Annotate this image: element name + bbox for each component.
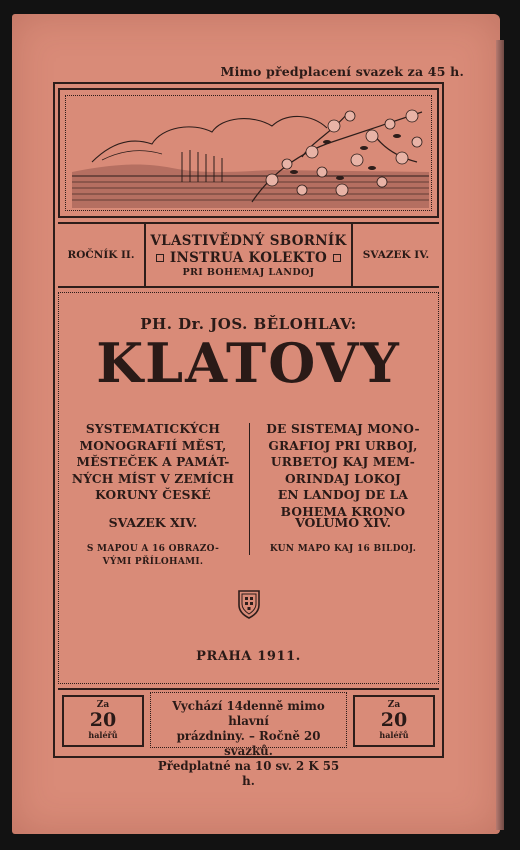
price-box-left: Za 20 haléřů [62, 695, 144, 747]
volume-label: SVAZEK IV. [351, 224, 439, 286]
series-line-3: PRI BOHEMAJ LANDOJ [182, 266, 315, 278]
top-price-note: Mimo předplacení svazek za 45 h. [220, 64, 464, 79]
main-content-box [58, 292, 439, 684]
illustration-box [58, 88, 439, 218]
esperanto-description: DE SISTEMAJ MONO- GRAFIOJ PRI URBOJ, URBETOJ KAJ MEM- ORINDAJ LOKOJ EN LANDOJ DE LA BOHEMA KRONO [266, 422, 420, 519]
coat-of-arms-icon [237, 589, 261, 619]
illustration-inner [65, 95, 432, 211]
note-czech: S MAPOU A 16 OBRAZO- VÝMI PŘÍLOHAMI. [86, 544, 220, 567]
square-ornament-right [333, 254, 341, 262]
subscription-info: Vychází 14denně mimo hlavní prázdniny. – Ročně 20 svazků. Předplatné na 10 sv. 2 K 55 h. [150, 692, 347, 748]
page-edge [496, 40, 504, 830]
series-line-1: VLASTIVĚDNÝ SBORNÍK [150, 232, 347, 249]
series-line-2: INSTRUA KOLEKTO [150, 250, 347, 267]
series-title [146, 224, 351, 286]
square-ornament-left [156, 254, 164, 262]
footer-row [58, 688, 439, 788]
note-esperanto: KUN MAPO KAJ 16 BILDOJ. [269, 544, 417, 554]
year-label: ROČNÍK II. [58, 224, 146, 286]
price-box-right: Za 20 haléřů [353, 695, 435, 747]
book-title: KLATOVY [96, 331, 401, 395]
header-row [58, 222, 439, 288]
author: PH. Dr. JOS. BĚLOHLAV: [140, 315, 357, 333]
volume-esperanto: VOLUMO XIV. [295, 515, 391, 530]
landscape-illustration [72, 102, 429, 208]
column-divider [249, 423, 250, 555]
volume-czech: SVAZEK XIV. [108, 515, 198, 530]
place-and-year: PRAHA 1911. [196, 649, 301, 664]
czech-description: SYSTEMATICKÝCH MONOGRAFIÍ MĚST, MĚSTEČEK A PAMÁT- NÝCH MÍST V ZEMÍCH KORUNY ČESKÉ [71, 422, 235, 502]
